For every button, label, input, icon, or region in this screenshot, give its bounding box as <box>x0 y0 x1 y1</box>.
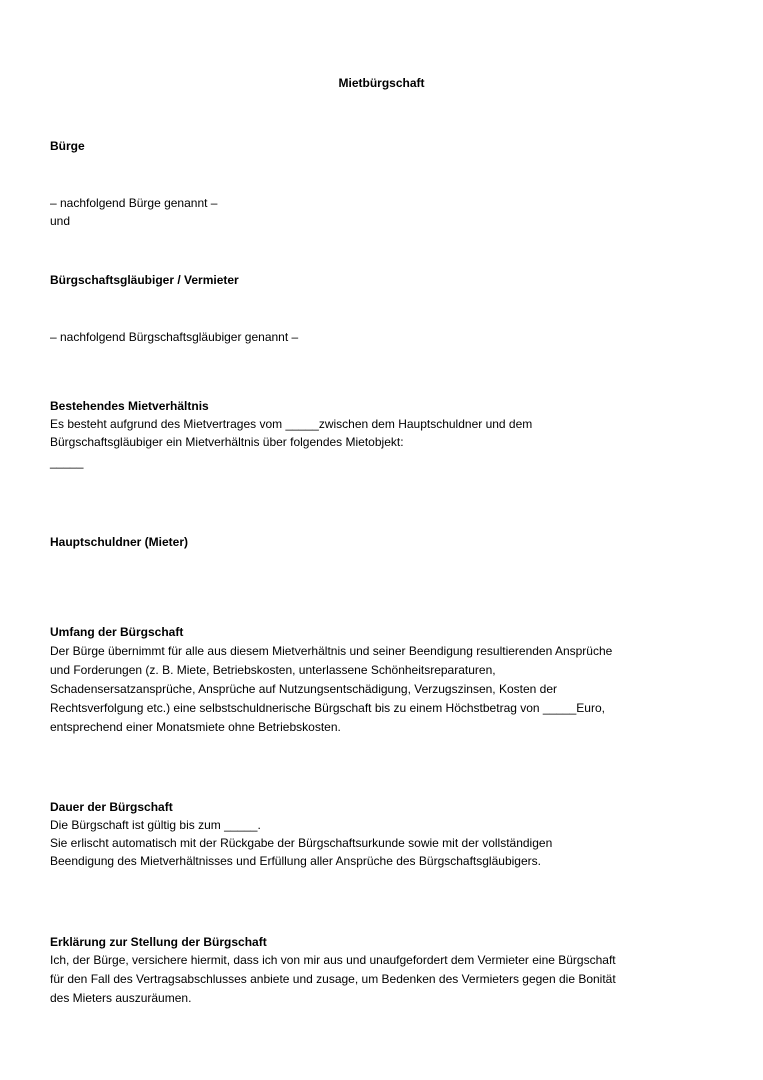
section-heading-buerge: Bürge <box>50 139 85 153</box>
section-dauer <box>50 798 720 870</box>
dauer-line-3: Beendigung des Mietverhältnisses und Erfüllung aller Ansprüche des Bürgschaftsgläubigers. <box>50 854 541 868</box>
erklaerung-line-3: des Mieters auszuräumen. <box>50 991 192 1005</box>
buerge-line-1: – nachfolgend Bürge genannt – <box>50 196 218 210</box>
section-heading-hauptschuldner: Hauptschuldner (Mieter) <box>50 535 189 549</box>
section-heading-umfang: Umfang der Bürgschaft <box>50 625 184 639</box>
section-buerge-text <box>50 194 720 230</box>
umfang-line-4: Rechtsverfolgung etc.) eine selbstschuldnerische Bürgschaft bis zu einem Höchstbetrag von _____Euro, <box>50 701 605 715</box>
mietverhaeltnis-line-2: Bürgschaftsgläubiger ein Mietverhältnis über folgendes Mietobjekt: <box>50 435 404 449</box>
section-mietverhaeltnis <box>50 397 720 471</box>
mietverhaeltnis-line-1: Es besteht aufgrund des Mietvertrages vom _____zwischen dem Hauptschuldner und dem <box>50 417 533 431</box>
glaeubiger-line-1: – nachfolgend Bürgschaftsgläubiger genannt – <box>50 330 299 344</box>
erklaerung-line-1: Ich, der Bürge, versichere hiermit, dass ich von mir aus und unaufgefordert dem Vermieter eine Bürgschaft <box>50 953 616 967</box>
umfang-line-2: und Forderungen (z. B. Miete, Betriebskosten, unterlassene Schönheitsreparaturen, <box>50 663 496 677</box>
section-heading-dauer: Dauer der Bürgschaft <box>50 800 173 814</box>
mietobjekt-blank: _____ <box>50 455 84 469</box>
section-heading-glaeubiger: Bürgschaftsgläubiger / Vermieter <box>50 273 239 287</box>
document-title: Mietbürgschaft <box>338 76 425 90</box>
section-umfang <box>50 623 720 736</box>
section-heading-mietverhaeltnis: Bestehendes Mietverhältnis <box>50 399 209 413</box>
umfang-line-3: Schadensersatzansprüche, Ansprüche auf Nutzungsentschädigung, Verzugszinsen, Kosten der <box>50 682 557 696</box>
section-buerge <box>50 137 720 155</box>
erklaerung-line-2: für den Fall des Vertragsabschlusses anbiete und zusage, um Bedenken des Vermieters gegen die Bonität <box>50 972 616 986</box>
dauer-line-1: Die Bürgschaft ist gültig bis zum _____. <box>50 818 261 832</box>
dauer-line-2: Sie erlischt automatisch mit der Rückgabe der Bürgschaftsurkunde sowie mit der vollständigen <box>50 836 553 850</box>
section-glaeubiger <box>50 271 720 289</box>
section-glaeubiger-text <box>50 328 720 346</box>
buerge-line-2: und <box>50 214 71 228</box>
umfang-line-5: entsprechend einer Monatsmiete ohne Betriebskosten. <box>50 720 341 734</box>
section-erklaerung <box>50 933 720 1007</box>
section-hauptschuldner <box>50 533 720 551</box>
section-heading-erklaerung: Erklärung zur Stellung der Bürgschaft <box>50 935 267 949</box>
umfang-line-1: Der Bürge übernimmt für alle aus diesem Mietverhältnis und seiner Beendigung resultierenden Ansprüche <box>50 644 613 658</box>
